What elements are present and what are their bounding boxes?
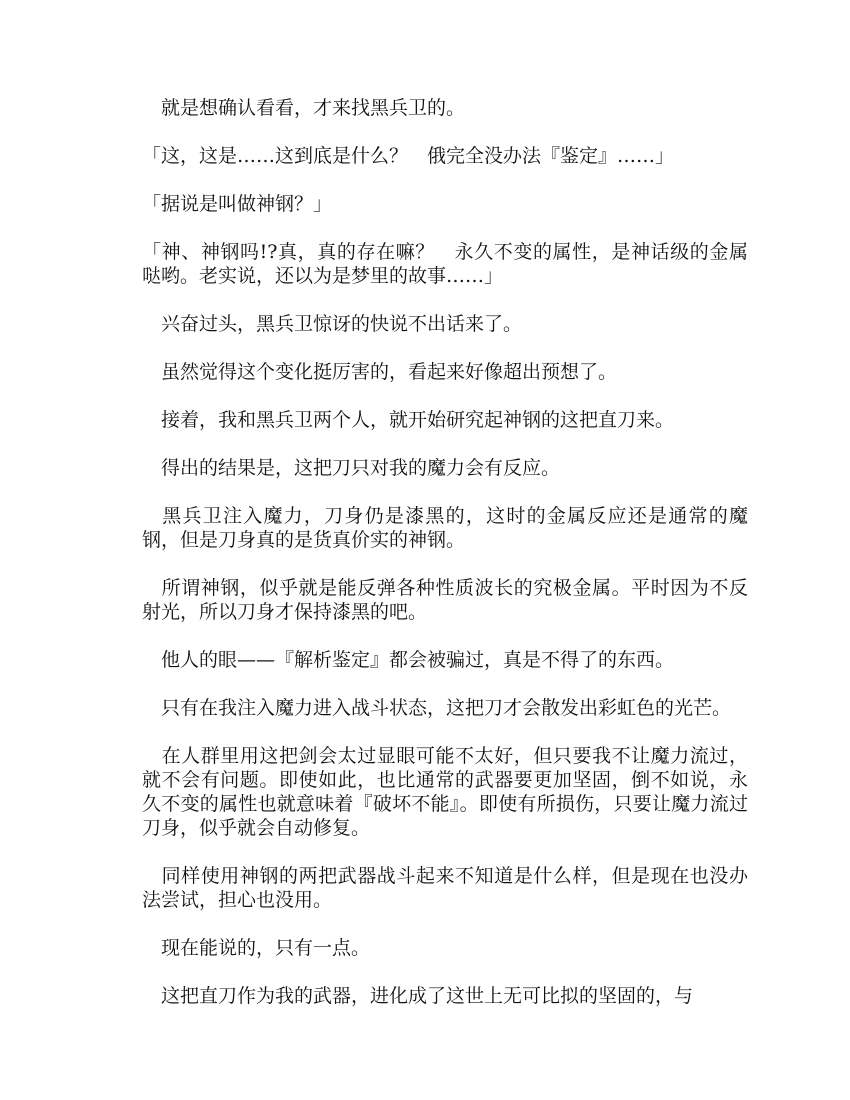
- paragraph: 得出的结果是，这把刀只对我的魔力会有反应。: [142, 457, 561, 479]
- paragraph: 所谓神钢，似乎就是能反弹各种性质波长的究极金属。平时因为不反射光，所以刀身才保持漆黑的吧。: [142, 577, 748, 623]
- paragraph: 接着，我和黑兵卫两个人，就开始研究起神钢的这把直刀来。: [142, 409, 675, 431]
- paragraph: 只有在我注入魔力进入战斗状态，这把刀才会散发出彩虹色的光芒。: [142, 697, 732, 719]
- paragraph: 兴奋过头，黑兵卫惊讶的快说不出话来了。: [142, 313, 523, 335]
- paragraph: 现在能说的，只有一点。: [142, 937, 371, 959]
- paragraph: 黑兵卫注入魔力，刀身仍是漆黑的，这时的金属反应还是通常的魔钢，但是刀身真的是货真价实的神钢。: [142, 505, 748, 551]
- paragraph: 他人的眼——『解析鉴定』都会被骗过，真是不得了的东西。: [142, 649, 675, 671]
- paragraph: 同样使用神钢的两把武器战斗起来不知道是什么样，但是现在也没办法尝试，担心也没用。: [142, 865, 748, 911]
- paragraph: 虽然觉得这个变化挺厉害的，看起来好像超出预想了。: [142, 361, 618, 383]
- paragraph: 这把直刀作为我的武器，进化成了这世上无可比拟的坚固的，与: [142, 985, 694, 1007]
- paragraph: 在人群里用这把剑会太过显眼可能不太好，但只要我不让魔力流过，就不会有问题。即使如此，也比通常的武器要更加坚固，倒不如说，永久不变的属性也就意味着『破坏不能』。即使有所损伤，只要让魔力流过刀身，似乎就会自动修复。: [142, 745, 748, 839]
- paragraph: 就是想确认看看，才来找黑兵卫的。: [142, 97, 466, 119]
- paragraph: 「这，这是……这到底是什么？ 俄完全没办法『鉴定』……」: [142, 145, 675, 167]
- document-page: [142, 96, 748, 1032]
- paragraph: 「神、神钢吗!?真，真的存在嘛？ 永久不变的属性，是神话级的金属哒哟。老实说，还以为是梦里的故事……」: [142, 241, 748, 287]
- paragraph: 「据说是叫做神钢？」: [142, 193, 333, 215]
